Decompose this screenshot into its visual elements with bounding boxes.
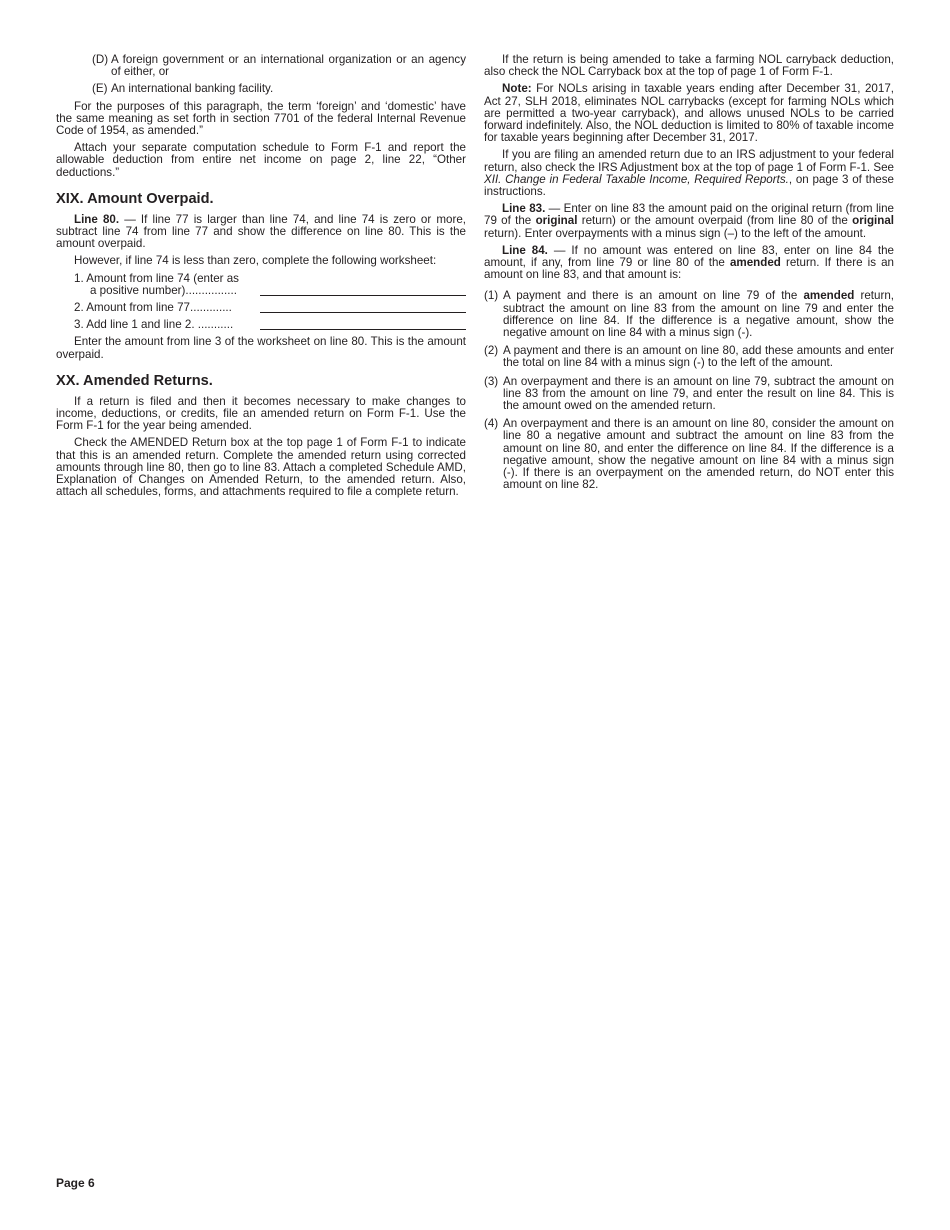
worksheet-row-1-entry-line[interactable] — [260, 285, 466, 296]
list-item-3-text: An overpayment and there is an amount on line 79, subtract the amount on line 83 from the amount on line 79, and enter the result on line 84. This is the amount owed on the amended return. — [503, 374, 894, 413]
worksheet-row-3 — [74, 319, 466, 331]
list-item-1 — [484, 290, 894, 339]
line83-text-1: — Enter on line 83 the amount paid on the original return (from line 79 of the — [484, 202, 894, 228]
enter-amount-paragraph: Enter the amount from line 3 of the worksheet on line 80. This is the amount overpaid. — [56, 335, 466, 361]
item-d-label: (D) — [92, 53, 109, 66]
line84-label: Line 84. — [502, 243, 548, 257]
item-e-label: (E) — [92, 82, 108, 96]
list-item-2-text: A payment and there is an amount on line 80, add these amounts and enter the total on line 84 with a minus sign (-) to the left of the amount. — [503, 344, 894, 370]
amended-returns-heading: XX. Amended Returns. — [56, 372, 213, 389]
list-item-2 — [484, 345, 894, 369]
amount-overpaid-heading: XIX. Amount Overpaid. — [56, 190, 214, 207]
list-item-2-label: (2) — [484, 344, 499, 358]
list-item-1-label: (1) — [484, 289, 499, 303]
worksheet-row-1-line-1: 1. Amount from line 74 (enter as — [74, 271, 239, 285]
item-e-text: An international banking facility. — [111, 82, 274, 96]
worksheet-row-2-label: 2. Amount from line 77............. — [74, 301, 232, 315]
worksheet-row-1-label — [74, 273, 260, 297]
note-text: For NOLs arising in taxable years ending after December 31, 2017, Act 27, SLH 2018, eliminates NOL carrybacks (except for farming NOLs which are permitted a two-year carryback), and allows unused NOLs to be carried forward indefinitely. Also, the NOL deduction is limited to 80% of taxable income for taxable years beginning after December 31, 2017. — [484, 82, 894, 145]
worksheet-row-3-entry-line[interactable] — [260, 319, 466, 330]
page-number: Page 6 — [56, 1176, 95, 1190]
line80-text: — If line 77 is larger than line 74, and line 74 is zero or more, subtract line 74 from line 77 and show the difference on line 80. This is the amount overpaid. — [56, 212, 466, 251]
worksheet-row-1 — [74, 273, 466, 297]
note-label: Note: — [502, 82, 532, 96]
item-e — [92, 83, 466, 95]
line84-text-2: return. If there is an amount on line 83, and that amount is: — [484, 256, 894, 282]
line83-bold-2: original — [852, 214, 894, 228]
left-column — [56, 54, 466, 503]
list-item-3-label: (3) — [484, 374, 499, 388]
item-d-text: A foreign government or an international organization or an agency of either, or — [111, 53, 466, 79]
list-item-1-text-1: A payment and there is an amount on line 79 of the — [503, 289, 804, 303]
irs-text-2: , on page 3 of these instructions. — [484, 172, 894, 199]
line84-bold-1: amended — [729, 256, 781, 270]
list-item-4 — [484, 418, 894, 491]
item-d — [92, 54, 466, 78]
list-item-1-bold: amended — [803, 289, 855, 303]
line83-text-2: return) or the amount overpaid (from line 80 of the — [577, 214, 853, 228]
worksheet-row-2 — [74, 302, 466, 314]
list-item-4-text: An overpayment and there is an amount on line 80, consider the amount on line 80 a negative amount and subtract the amount on line 83 from the amount on line 80, and enter the difference on line 84. If the difference is a negative amount, show the negative amount on line 84 with a minus sign (-). If there is an overpayment on the amended return, do NOT enter this amount on line 82. — [503, 417, 894, 492]
list-item-1-text-2: return, subtract the amount on line 83 from the amount on line 79 and enter the difference on line 84. If the difference is a negative amount, show the negative amount on line 84 with a minus sign (-). — [503, 289, 894, 340]
however-paragraph: However, if line 74 is less than zero, complete the following worksheet: — [74, 254, 437, 268]
irs-reference-italic: XII. Change in Federal Taxable Income, Required Reports. — [484, 172, 789, 186]
line83-paragraph — [484, 203, 894, 240]
line84-paragraph — [484, 245, 894, 282]
farming-nol-paragraph: If the return is being amended to take a farming NOL carryback deduction, also check the NOL Carryback box at the top of page 1 of Form F-1. — [484, 53, 894, 79]
list-item-4-label: (4) — [484, 417, 499, 431]
irs-adjustment-paragraph — [484, 149, 894, 198]
amended-check-paragraph: Check the AMENDED Return box at the top page 1 of Form F-1 to indicate that this is an amended return. Complete the amended return using corrected amounts through line 80, then go to line 83. Attach a completed Schedule AMD, Explanation of Changes on Amended Return, to the amended return. Also, attach all schedules, forms, and attachments required to file a complete return. — [56, 436, 466, 499]
line83-text-3: return). Enter overpayments with a minus sign (–) to the left of the amount. — [484, 226, 867, 240]
irs-text-1: If you are filing an amended return due to an IRS adjustment to your federal return, also check the IRS Adjustment box at the top of page 1 of Form F-1. See — [484, 148, 894, 174]
amended-filed-paragraph: If a return is filed and then it becomes necessary to make changes to income, deductions, or credits, file an amended return on Form F-1. Use the Form F-1 for the year being amended. — [56, 394, 466, 433]
line80-paragraph — [56, 214, 466, 251]
note-paragraph — [484, 83, 894, 144]
worksheet-row-2-entry-line[interactable] — [260, 302, 466, 313]
foreign-domestic-paragraph: For the purposes of this paragraph, the term ‘foreign’ and ‘domestic’ have the same meaning as set forth in section 7701 of the federal Internal Revenue Code of 1954, as amended.” — [56, 99, 466, 138]
worksheet-row-1-line-2: a positive number)................ — [90, 283, 237, 297]
line80-label: Line 80. — [74, 212, 120, 226]
line83-bold-1: original — [535, 214, 578, 228]
worksheet-row-3-label: 3. Add line 1 and line 2. ........... — [74, 318, 234, 332]
line84-text-1: — If no amount was entered on line 83, enter on line 84 the amount, if any, from line 79 or line 80 of the — [484, 243, 895, 270]
list-item-3 — [484, 376, 894, 413]
right-column — [484, 54, 894, 498]
line83-label: Line 83. — [502, 202, 546, 216]
attach-schedule-paragraph: Attach your separate computation schedule to Form F-1 and report the allowable deduction from entire net income on page 2, line 22, “Other deductions.” — [56, 141, 466, 179]
list-item-1-text — [503, 290, 894, 339]
